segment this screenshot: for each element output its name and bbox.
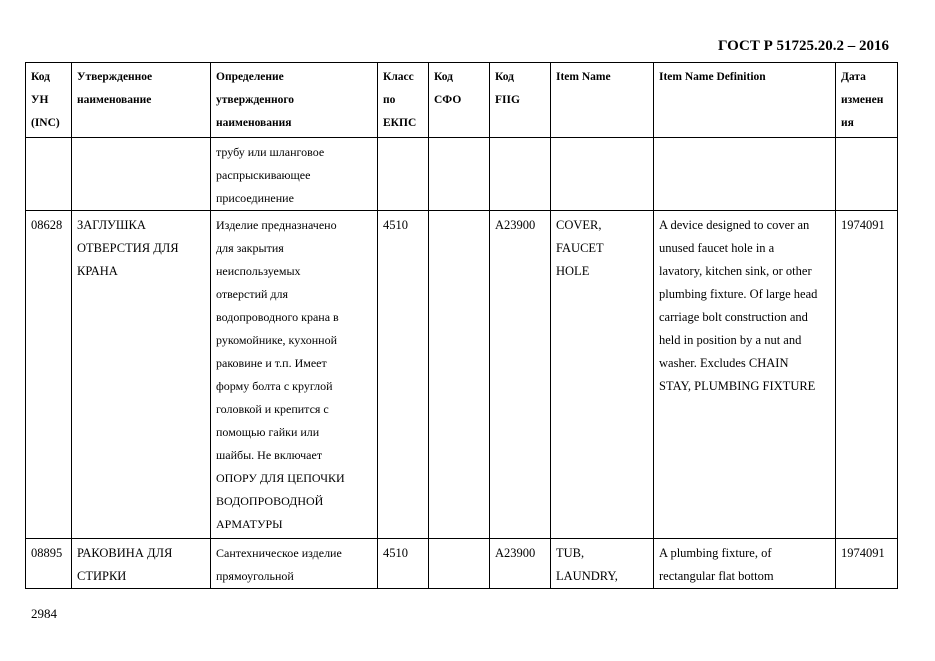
column-header-item-name-definition: [654, 63, 836, 138]
column-header-name-definition: [211, 63, 378, 138]
column-header-line: УН: [31, 94, 49, 106]
table-cell-class-ekps: [378, 138, 429, 211]
column-header-line: по: [383, 94, 396, 106]
table-cell-item-name: [551, 539, 654, 589]
column-header-line: Дата: [841, 71, 866, 83]
cell-text-line: Сантехническое изделие: [216, 546, 342, 560]
table-cell-code-fiig: [490, 211, 551, 539]
column-header-line: Item Name: [556, 71, 611, 83]
column-header-approved-name: [72, 63, 211, 138]
column-header-line: Класс: [383, 71, 414, 83]
table-cell-code-sfo: [429, 539, 490, 589]
column-header-line: СФО: [434, 94, 462, 106]
table-cell-item-name: [551, 138, 654, 211]
column-header-line: наименование: [77, 94, 152, 106]
cell-text-line: 4510: [383, 546, 408, 560]
cell-text-line: 1974091: [841, 218, 885, 232]
cell-text-line: СТИРКИ: [77, 569, 127, 583]
cell-text-line: ЗАГЛУШКА: [77, 218, 146, 232]
table-cell-item-name-definition: [654, 539, 836, 589]
column-header-line: Item Name Definition: [659, 71, 766, 83]
cell-text-line: для закрытия: [216, 241, 284, 255]
table-cell-code-inc: [26, 539, 72, 589]
column-header-code-inc: [26, 63, 72, 138]
column-header-line: ЕКПС: [383, 117, 417, 129]
cell-text-line: рукомойнике, кухонной: [216, 333, 338, 347]
cell-text-line: РАКОВИНА ДЛЯ: [77, 546, 173, 560]
cell-text-line: A plumbing fixture, of: [659, 546, 772, 560]
column-header-change-date: [836, 63, 898, 138]
cell-text-line: раковине и т.п. Имеет: [216, 356, 327, 370]
cell-text-line: plumbing fixture. Of large head: [659, 287, 818, 301]
table-cell-approved-name: [72, 211, 211, 539]
table-row: [26, 211, 898, 539]
cell-text-line: ОТВЕРСТИЯ ДЛЯ: [77, 241, 179, 255]
table-cell-change-date: [836, 138, 898, 211]
cell-text-line: STAY, PLUMBING FIXTURE: [659, 379, 816, 393]
cell-text-line: водопроводного крана в: [216, 310, 339, 324]
column-header-code-fiig: [490, 63, 551, 138]
cell-text-line: форму болта с круглой: [216, 379, 333, 393]
table-cell-code-sfo: [429, 138, 490, 211]
column-header-code-sfo: [429, 63, 490, 138]
cell-text-line: lavatory, kitchen sink, or other: [659, 264, 812, 278]
cell-text-line: HOLE: [556, 264, 590, 278]
table-header-row: [26, 63, 898, 138]
cell-text-line: carriage bolt construction and: [659, 310, 808, 324]
table-cell-change-date: [836, 539, 898, 589]
cell-text-line: неиспользуемых: [216, 264, 301, 278]
cell-text-line: помощью гайки или: [216, 425, 320, 439]
cell-text-line: 1974091: [841, 546, 885, 560]
cell-text-line: ОПОРУ ДЛЯ ЦЕПОЧКИ: [216, 471, 345, 485]
column-header-line: FIIG: [495, 94, 520, 106]
column-header-line: ия: [841, 117, 854, 129]
column-header-line: Код: [434, 71, 454, 83]
column-header-line: наименования: [216, 117, 292, 129]
table-cell-name-definition: [211, 211, 378, 539]
cell-text-line: 08628: [31, 218, 63, 232]
table-cell-change-date: [836, 211, 898, 539]
column-header-class-ekps: [378, 63, 429, 138]
cell-text-line: АРМАТУРЫ: [216, 517, 283, 531]
table-cell-class-ekps: [378, 539, 429, 589]
page-number: 2984: [31, 606, 57, 621]
cell-text-line: A23900: [495, 546, 536, 560]
cell-text-line: КРАНА: [77, 264, 118, 278]
table-cell-class-ekps: [378, 211, 429, 539]
column-header-line: Определение: [216, 71, 284, 83]
cell-text-line: FAUCET: [556, 241, 604, 255]
table-cell-code-inc: [26, 138, 72, 211]
column-header-line: Код: [31, 71, 51, 83]
table-cell-code-inc: [26, 211, 72, 539]
cell-text-line: присоединение: [216, 191, 294, 205]
cell-text-line: трубу или шланговое: [216, 145, 325, 159]
column-header-line: изменен: [841, 94, 884, 106]
cell-text-line: головкой и крепится с: [216, 402, 329, 416]
table-cell-approved-name: [72, 539, 211, 589]
cell-text-line: шайбы. Не включает: [216, 448, 323, 462]
cell-text-line: ВОДОПРОВОДНОЙ: [216, 494, 324, 508]
table-row: [26, 138, 898, 211]
cell-text-line: held in position by a nut and: [659, 333, 802, 347]
column-header-line: Утвержденное: [77, 71, 153, 83]
classification-table: [25, 62, 898, 589]
table-cell-approved-name: [72, 138, 211, 211]
table-cell-name-definition: [211, 539, 378, 589]
cell-text-line: прямоугольной: [216, 569, 294, 583]
document-standard-title: ГОСТ Р 51725.20.2 – 2016: [717, 38, 889, 54]
cell-text-line: LAUNDRY,: [556, 569, 618, 583]
table-cell-code-sfo: [429, 211, 490, 539]
cell-text-line: A device designed to cover an: [659, 218, 810, 232]
column-header-item-name: [551, 63, 654, 138]
table-body: [26, 138, 898, 589]
table-cell-code-fiig: [490, 539, 551, 589]
table-cell-item-name-definition: [654, 138, 836, 211]
cell-text-line: Изделие предназначено: [216, 218, 337, 232]
cell-text-line: распрыскивающее: [216, 168, 311, 182]
column-header-line: утвержденного: [216, 94, 295, 106]
table-cell-name-definition: [211, 138, 378, 211]
table-cell-code-fiig: [490, 138, 551, 211]
table-cell-item-name: [551, 211, 654, 539]
table-cell-item-name-definition: [654, 211, 836, 539]
cell-text-line: отверстий для: [216, 287, 289, 301]
cell-text-line: COVER,: [556, 218, 602, 232]
cell-text-line: A23900: [495, 218, 536, 232]
cell-text-line: washer. Excludes CHAIN: [659, 356, 789, 370]
table-row: [26, 539, 898, 589]
cell-text-line: unused faucet hole in a: [659, 241, 775, 255]
cell-text-line: rectangular flat bottom: [659, 569, 774, 583]
column-header-line: Код: [495, 71, 515, 83]
cell-text-line: 08895: [31, 546, 63, 560]
column-header-line: (INC): [31, 117, 60, 129]
cell-text-line: 4510: [383, 218, 408, 232]
cell-text-line: TUB,: [556, 546, 585, 560]
